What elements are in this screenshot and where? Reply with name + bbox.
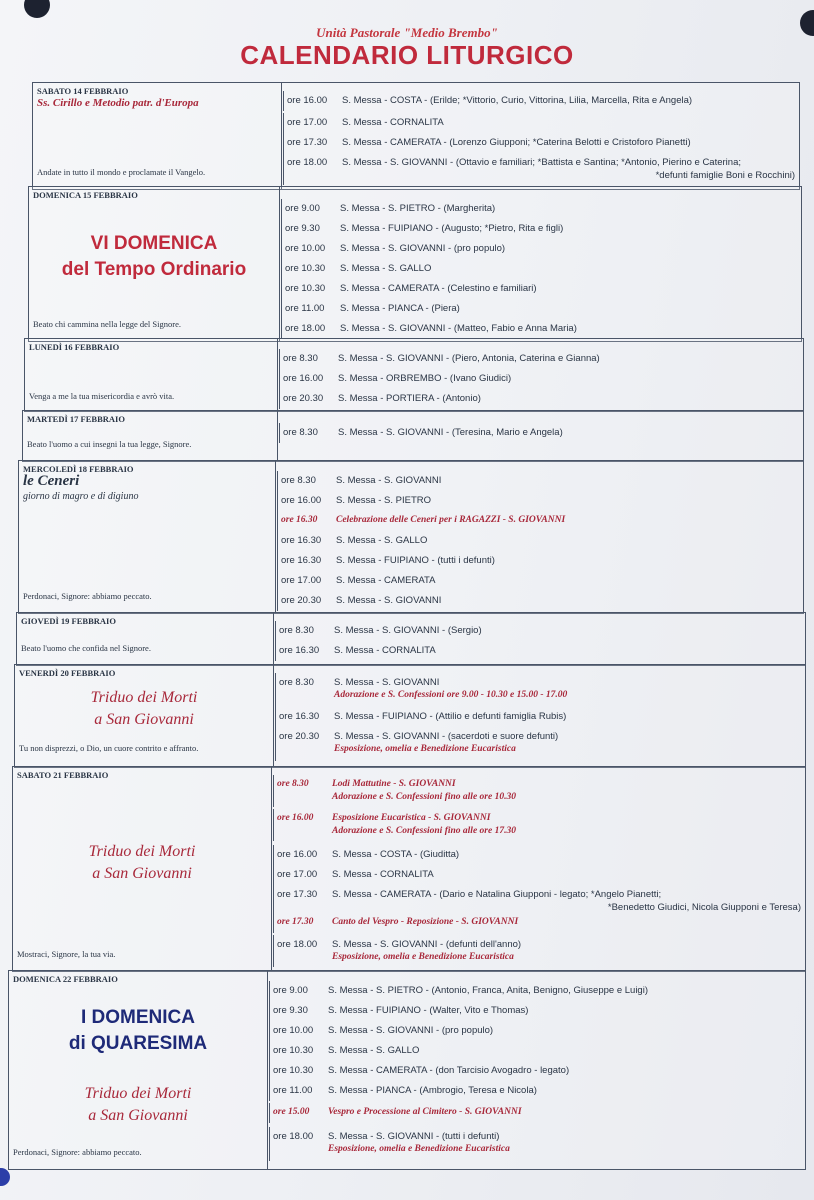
- event-text: S. Messa - CORNALITA: [342, 117, 444, 128]
- event-time: ore 20.30: [279, 731, 320, 742]
- event-text-line: Esposizione Eucaristica - S. GIOVANNI: [332, 813, 491, 823]
- event-text: [332, 778, 801, 804]
- event-row: [283, 113, 799, 133]
- event-time: ore 9.30: [285, 223, 320, 234]
- triduo-line: a San Giovanni: [88, 1107, 188, 1125]
- day-info: [23, 411, 278, 461]
- event-row: [275, 727, 805, 761]
- event-note: Adorazione e S. Confessioni ore 9.00 - 10.30 e 15.00 - 17.00: [334, 690, 568, 700]
- event-time: ore 10.30: [273, 1065, 314, 1076]
- event-text: S. Messa - FUIPIANO - (Augusto; *Pietro, Rita e figli): [340, 223, 564, 234]
- event-time: ore 9.00: [285, 203, 320, 214]
- event-row: [279, 389, 803, 409]
- event-text-line: *defunti famiglie Boni e Rocchini): [655, 170, 795, 181]
- event-time: ore 16.30: [281, 555, 322, 566]
- day-verse: Mostraci, Signore, la tua via.: [17, 949, 116, 959]
- event-text: [332, 938, 801, 964]
- event-time: ore 16.30: [281, 515, 318, 525]
- event-text-line: S. Messa - S. GIOVANNI: [334, 677, 440, 688]
- event-text: S. Messa - FUIPIANO - (Attilio e defunti famiglia Rubis): [334, 711, 567, 722]
- day-label: SABATO 14 FEBBRAIO: [37, 86, 129, 96]
- event-row: [281, 319, 801, 339]
- event-list: [277, 461, 803, 613]
- event-row: [277, 571, 803, 591]
- event-time: ore 18.00: [273, 1131, 314, 1142]
- day-info: [13, 767, 272, 971]
- day-verse: Perdonaci, Signore: abbiamo peccato.: [23, 591, 152, 601]
- event-row: [281, 299, 801, 319]
- event-row: [277, 591, 803, 611]
- event-text: S. Messa - CAMERATA - (Lorenzo Giupponi; *Caterina Belotti e Cristoforo Pianetti): [342, 137, 691, 148]
- event-row: [273, 865, 805, 885]
- event-text: S. Messa - S. GIOVANNI - (Matteo, Fabio e Anna Maria): [340, 323, 577, 334]
- event-list: [279, 339, 803, 411]
- event-time: ore 16.00: [277, 813, 314, 823]
- event-text: S. Messa - ORBREMBO - (Ivano Giudici): [338, 373, 512, 384]
- feast-subtitle: giorno di magro e di digiuno: [23, 491, 139, 502]
- day-verse: Beato l'uomo che confida nel Signore.: [21, 643, 151, 653]
- day-label: DOMENICA 15 FEBBRAIO: [33, 190, 138, 200]
- push-pin: [0, 1168, 10, 1186]
- event-row: [269, 1021, 805, 1041]
- feast-name: le Ceneri: [23, 473, 80, 489]
- sunday-title-line: VI DOMENICA: [90, 233, 218, 254]
- day-label: LUNEDÌ 16 FEBBRAIO: [29, 342, 120, 352]
- day-block: [32, 82, 800, 190]
- event-time: ore 10.30: [285, 263, 326, 274]
- event-row: [281, 239, 801, 259]
- event-text: S. Messa - S. GALLO: [336, 535, 428, 546]
- day-verse: Beato l'uomo a cui insegni la tua legge, Signore.: [27, 439, 192, 449]
- event-text: S. Messa - CORNALITA: [334, 645, 436, 656]
- day-block: [14, 664, 806, 768]
- event-time: ore 10.00: [285, 243, 326, 254]
- event-row: [275, 621, 805, 641]
- event-text: Canto del Vespro - Reposizione - S. GIOVANNI: [332, 917, 519, 927]
- event-row: [269, 1127, 805, 1161]
- event-time: ore 16.00: [277, 849, 318, 860]
- day-label: MARTEDÌ 17 FEBBRAIO: [27, 414, 125, 424]
- sunday-title-line: di QUARESIMA: [68, 1032, 208, 1054]
- event-time: ore 16.30: [281, 535, 322, 546]
- day-label: DOMENICA 22 FEBBRAIO: [13, 974, 118, 984]
- event-row: [279, 349, 803, 369]
- event-note: Adorazione e S. Confessioni fino alle ore 17.30: [332, 826, 516, 836]
- event-text: S. Messa - S. GIOVANNI: [336, 475, 442, 486]
- day-block: [16, 612, 806, 666]
- event-text: [328, 1130, 801, 1156]
- triduo-line: Triduo dei Morti: [90, 689, 198, 706]
- event-text: S. Messa - FUIPIANO - (Walter, Vito e Thomas): [328, 1005, 529, 1016]
- event-text-line: Lodi Mattutine - S. GIOVANNI: [332, 779, 456, 789]
- event-row: [281, 219, 801, 239]
- event-time: ore 17.00: [281, 575, 322, 586]
- triduo-line: Triduo dei Morti: [88, 843, 196, 860]
- event-time: ore 9.30: [273, 1005, 308, 1016]
- parish-unit-name: Unità Pastorale "Medio Brembo": [316, 25, 498, 40]
- event-time: ore 17.00: [287, 117, 328, 128]
- event-time: ore 11.00: [285, 303, 325, 314]
- page-title: CALENDARIO LITURGICO: [240, 40, 574, 70]
- event-text: S. Messa - S. GIOVANNI - (Sergio): [334, 625, 482, 636]
- event-row: [277, 471, 803, 491]
- event-list: [273, 767, 805, 971]
- event-row: [283, 133, 799, 153]
- day-block: [8, 970, 806, 1170]
- event-time: ore 8.30: [281, 475, 316, 486]
- triduo-title: [13, 841, 271, 886]
- event-time: ore 11.00: [273, 1085, 313, 1096]
- event-text: S. Messa - S. GIOVANNI: [336, 595, 442, 606]
- event-time: ore 8.30: [283, 427, 318, 438]
- event-text: S. Messa - PORTIERA - (Antonio): [338, 393, 481, 404]
- day-info: [25, 339, 278, 411]
- day-info: [29, 187, 280, 341]
- event-time: ore 16.30: [279, 645, 320, 656]
- event-text: Vespro e Processione al Cimitero - S. GIOVANNI: [328, 1107, 522, 1117]
- event-row: [269, 1103, 805, 1123]
- event-text: S. Messa - S. PIETRO - (Margherita): [340, 203, 496, 214]
- event-row: [273, 809, 805, 841]
- day-label: GIOVEDÌ 19 FEBBRAIO: [21, 616, 116, 626]
- event-text: [332, 888, 801, 914]
- event-text: [332, 812, 801, 838]
- event-time: ore 18.00: [285, 323, 326, 334]
- sunday-title-line: del Tempo Ordinario: [61, 258, 247, 280]
- day-label: MERCOLEDÌ 18 FEBBRAIO: [23, 464, 134, 474]
- day-info: [15, 665, 274, 767]
- event-time: ore 17.30: [287, 137, 328, 148]
- event-row: [273, 913, 805, 933]
- event-time: ore 20.30: [283, 393, 324, 404]
- event-text: S. Messa - S. GALLO: [340, 263, 432, 274]
- event-note: Adorazione e S. Confessioni fino alle ore 10.30: [332, 792, 516, 802]
- event-row: [281, 199, 801, 219]
- event-time: ore 16.00: [283, 373, 324, 384]
- event-text: S. Messa - S. GIOVANNI - (pro populo): [328, 1025, 494, 1036]
- event-row: [281, 279, 801, 299]
- day-block: [12, 766, 806, 972]
- event-row: [279, 423, 803, 443]
- event-row: [275, 673, 805, 707]
- event-text: S. Messa - COSTA - (Giuditta): [332, 849, 460, 860]
- event-text: S. Messa - CORNALITA: [332, 869, 434, 880]
- event-time: ore 10.30: [273, 1045, 314, 1056]
- binder-hole: [24, 0, 50, 18]
- event-time: ore 17.00: [277, 869, 318, 880]
- day-info: [17, 613, 274, 665]
- triduo-title: [9, 1083, 267, 1128]
- triduo-line: a San Giovanni: [92, 865, 192, 883]
- event-time: ore 10.30: [285, 283, 326, 294]
- event-text: S. Messa - COSTA - (Erilde; *Vittorio, Curio, Vittorina, Lilia, Marcella, Rita e Angela): [342, 95, 693, 106]
- day-block: [24, 338, 804, 412]
- event-text: S. Messa - S. GALLO: [328, 1045, 420, 1056]
- event-list: [275, 613, 805, 665]
- event-text: S. Messa - FUIPIANO - (tutti i defunti): [336, 555, 495, 566]
- event-note: Esposizione, omelia e Benedizione Eucaristica: [334, 744, 516, 754]
- event-time: ore 8.30: [279, 625, 314, 636]
- event-time: ore 18.00: [277, 939, 318, 950]
- day-verse: Venga a me la tua misericordia e avrò vita.: [29, 391, 175, 401]
- day-label: VENERDÌ 20 FEBBRAIO: [19, 668, 116, 678]
- event-text-line: S. Messa - S. GIOVANNI - (Ottavio e familiari; *Battista e Santina; *Antonio, Pierino e Caterina;: [342, 157, 741, 168]
- sunday-title: [29, 231, 279, 282]
- event-row: [277, 511, 803, 531]
- event-row: [283, 91, 799, 111]
- event-text: S. Messa - S. GIOVANNI - (Teresina, Mario e Angela): [338, 427, 563, 438]
- event-note: Esposizione, omelia e Benedizione Eucaristica: [328, 1144, 510, 1154]
- event-text: S. Messa - S. GIOVANNI - (Piero, Antonia, Caterina e Gianna): [338, 353, 600, 364]
- event-time: ore 10.00: [273, 1025, 314, 1036]
- event-time: ore 16.00: [281, 495, 322, 506]
- event-row: [273, 845, 805, 865]
- event-row: [277, 551, 803, 571]
- event-row: [275, 707, 805, 727]
- event-row: [273, 775, 805, 807]
- event-text: S. Messa - PIANCA - (Ambrogio, Teresa e Nicola): [328, 1085, 537, 1096]
- event-list: [269, 971, 805, 1169]
- event-text: S. Messa - CAMERATA - (Celestino e familiari): [340, 283, 537, 294]
- event-time: ore 8.30: [277, 779, 309, 789]
- event-text-line: S. Messa - S. GIOVANNI - (tutti i defunti): [328, 1131, 500, 1142]
- event-list: [281, 187, 801, 341]
- event-row: [277, 491, 803, 511]
- sunday-title-line: I DOMENICA: [81, 1007, 195, 1028]
- day-info: [19, 461, 276, 613]
- event-time: ore 9.00: [273, 985, 308, 996]
- event-list: [283, 83, 799, 189]
- event-row: [281, 259, 801, 279]
- event-time: ore 18.00: [287, 157, 328, 168]
- triduo-line: Triduo dei Morti: [84, 1085, 192, 1102]
- event-time: ore 16.00: [287, 95, 328, 106]
- feast-name: Ss. Cirillo e Metodio patr. d'Europa: [37, 97, 199, 109]
- event-row: [275, 641, 805, 661]
- triduo-line: a San Giovanni: [94, 711, 194, 729]
- sunday-title: [9, 1005, 267, 1056]
- event-row: [277, 531, 803, 551]
- event-time: ore 17.30: [277, 889, 318, 900]
- event-text: [334, 676, 801, 702]
- day-verse: Perdonaci, Signore: abbiamo peccato.: [13, 1147, 142, 1157]
- event-text: S. Messa - PIANCA - (Piera): [340, 303, 460, 314]
- event-time: ore 17.30: [277, 917, 314, 927]
- day-info: [9, 971, 268, 1169]
- event-list: [275, 665, 805, 767]
- event-row: [269, 1041, 805, 1061]
- event-row: [273, 885, 805, 915]
- day-verse: Tu non disprezzi, o Dio, un cuore contrito e affranto.: [19, 743, 199, 753]
- event-text: S. Messa - CAMERATA - (don Tarcisio Avogadro - legato): [328, 1065, 570, 1076]
- event-time: ore 20.30: [281, 595, 322, 606]
- event-text-line: S. Messa - CAMERATA - (Dario e Natalina Giupponi - legato; *Angelo Pianetti;: [332, 889, 662, 900]
- event-time: ore 16.30: [279, 711, 320, 722]
- event-note: Esposizione, omelia e Benedizione Eucaristica: [332, 952, 514, 962]
- event-time: ore 8.30: [283, 353, 318, 364]
- event-list: [279, 411, 803, 461]
- event-row: [273, 935, 805, 967]
- triduo-title: [15, 687, 273, 732]
- event-row: [283, 153, 799, 185]
- event-text: S. Messa - S. PIETRO: [336, 495, 432, 506]
- event-row: [269, 1081, 805, 1101]
- event-time: ore 8.30: [279, 677, 314, 688]
- day-block: [18, 460, 804, 614]
- event-text-line: S. Messa - S. GIOVANNI - (sacerdoti e suore defunti): [334, 731, 559, 742]
- event-text: [334, 730, 801, 756]
- day-block: [22, 410, 804, 462]
- day-label: SABATO 21 FEBBRAIO: [17, 770, 109, 780]
- event-time: ore 15.00: [273, 1107, 310, 1117]
- day-verse: Andate in tutto il mondo e proclamate il Vangelo.: [37, 167, 206, 177]
- event-row: [269, 981, 805, 1001]
- day-verse: Beato chi cammina nella legge del Signore.: [33, 319, 181, 329]
- day-info: [33, 83, 282, 189]
- event-text: [342, 156, 795, 182]
- event-row: [279, 369, 803, 389]
- event-text: S. Messa - S. GIOVANNI - (pro populo): [340, 243, 506, 254]
- event-text: S. Messa - S. PIETRO - (Antonio, Franca, Anita, Benigno, Giuseppe e Luigi): [328, 985, 648, 996]
- event-text: S. Messa - CAMERATA: [336, 575, 436, 586]
- day-block: [28, 186, 802, 342]
- event-row: [269, 1061, 805, 1081]
- event-row: [269, 1001, 805, 1021]
- event-text-line: *Benedetto Giudici, Nicola Giupponi e Teresa): [607, 902, 801, 913]
- event-text-line: S. Messa - S. GIOVANNI - (defunti dell'anno): [332, 939, 522, 950]
- event-text: Celebrazione delle Ceneri per i RAGAZZI - S. GIOVANNI: [336, 515, 566, 525]
